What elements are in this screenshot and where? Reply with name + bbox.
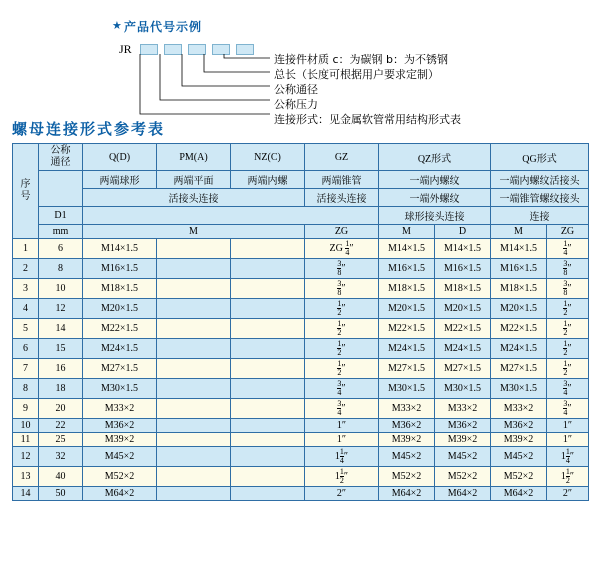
cell-pm xyxy=(157,239,231,259)
cell-gz: $\frac{3}{8}$ ″ xyxy=(305,259,379,279)
cell-dn: 22 xyxy=(39,419,83,433)
cell-q: M27×1.5 xyxy=(83,359,157,379)
cell-qg-zg: 1 $\frac{1}{2}$ ″ xyxy=(547,467,589,487)
cell-gz: 1″ xyxy=(305,419,379,433)
cell-dn: 16 xyxy=(39,359,83,379)
cell-dn: 14 xyxy=(39,319,83,339)
header-qz-d: D xyxy=(435,225,491,239)
table-body xyxy=(13,239,589,501)
table-row xyxy=(13,467,589,487)
cell-qg-zg: $\frac{3}{8}$ ″ xyxy=(547,259,589,279)
cell-dn: 20 xyxy=(39,399,83,419)
code-prefix: JR xyxy=(119,42,132,56)
cell-qg-m: M20×1.5 xyxy=(491,299,547,319)
cell-dn: 40 xyxy=(39,467,83,487)
cell-seq: 1 xyxy=(13,239,39,259)
legend-item-nominal-diameter: 公称通径 xyxy=(274,83,318,96)
table-row xyxy=(13,339,589,359)
cell-qg-m: M64×2 xyxy=(491,487,547,501)
cell-qz-m: M39×2 xyxy=(379,433,435,447)
table-title: 螺母连接形式参考表 xyxy=(12,120,166,138)
cell-qz-d: M64×2 xyxy=(435,487,491,501)
cell-qz-d: M22×1.5 xyxy=(435,319,491,339)
cell-gz: $\frac{1}{2}$ ″ xyxy=(305,299,379,319)
cell-qz-d: M52×2 xyxy=(435,467,491,487)
cell-dn: 50 xyxy=(39,487,83,501)
cell-qg-zg: $\frac{1}{2}$ ″ xyxy=(547,359,589,379)
header-q-desc: 两端球形 xyxy=(83,171,157,189)
header-qz-m: M xyxy=(379,225,435,239)
header-seq: 序 号 xyxy=(13,144,39,239)
cell-q: M14×1.5 xyxy=(83,239,157,259)
cell-pm xyxy=(157,487,231,501)
header-qz-desc: 一端内螺纹 xyxy=(379,171,491,189)
cell-pm xyxy=(157,259,231,279)
cell-qz-m: M16×1.5 xyxy=(379,259,435,279)
header-col-qz: QZ形式 xyxy=(379,144,491,171)
legend-item-length: 总长（长度可根据用户要求定制） xyxy=(274,68,439,81)
header-qg-connection: 一端锥管螺纹接头 xyxy=(491,189,589,207)
cell-gz: $\frac{3}{4}$ ″ xyxy=(305,379,379,399)
header-col-pm: PM(A) xyxy=(157,144,231,171)
cell-seq: 8 xyxy=(13,379,39,399)
cell-qg-m: M39×2 xyxy=(491,433,547,447)
table-row xyxy=(13,299,589,319)
code-diagram-title: 产品代号示例 xyxy=(124,20,203,34)
cell-gz: $\frac{1}{2}$ ″ xyxy=(305,359,379,379)
cell-qz-d: M27×1.5 xyxy=(435,359,491,379)
header-nz-desc: 两端内螺 xyxy=(231,171,305,189)
cell-qz-m: M64×2 xyxy=(379,487,435,501)
table-row xyxy=(13,259,589,279)
cell-nz xyxy=(231,239,305,259)
cell-nz xyxy=(231,259,305,279)
code-legend xyxy=(274,52,461,127)
header-qz-ball: 球形接头连接 xyxy=(379,207,491,225)
cell-seq: 13 xyxy=(13,467,39,487)
cell-seq: 5 xyxy=(13,319,39,339)
header-col-q: Q(D) xyxy=(83,144,157,171)
cell-q: M30×1.5 xyxy=(83,379,157,399)
cell-dn: 12 xyxy=(39,299,83,319)
cell-qz-d: M16×1.5 xyxy=(435,259,491,279)
cell-qz-m: M52×2 xyxy=(379,467,435,487)
table-row xyxy=(13,239,589,259)
header-col-nz: NZ(C) xyxy=(231,144,305,171)
table-row xyxy=(13,487,589,501)
cell-gz: $\frac{1}{2}$ ″ xyxy=(305,339,379,359)
cell-qg-zg: $\frac{1}{2}$ ″ xyxy=(547,319,589,339)
cell-qz-d: M45×2 xyxy=(435,447,491,467)
cell-qg-zg: $\frac{3}{4}$ ″ xyxy=(547,379,589,399)
cell-qg-m: M14×1.5 xyxy=(491,239,547,259)
cell-qg-m: M36×2 xyxy=(491,419,547,433)
cell-nz xyxy=(231,279,305,299)
cell-seq: 9 xyxy=(13,399,39,419)
cell-qg-zg: $\frac{3}{8}$ ″ xyxy=(547,279,589,299)
header-unit-m: M xyxy=(83,225,305,239)
header-col-gz: GZ xyxy=(305,144,379,171)
cell-q: M16×1.5 xyxy=(83,259,157,279)
cell-dn: 32 xyxy=(39,447,83,467)
header-d1: D1 xyxy=(39,207,83,225)
cell-gz: $\frac{3}{8}$ ″ xyxy=(305,279,379,299)
cell-q: M33×2 xyxy=(83,399,157,419)
cell-nz xyxy=(231,359,305,379)
cell-qg-zg: $\frac{1}{2}$ ″ xyxy=(547,339,589,359)
cell-qz-d: M33×2 xyxy=(435,399,491,419)
cell-nz xyxy=(231,419,305,433)
cell-nz xyxy=(231,467,305,487)
header-dn: 公称 通径 xyxy=(39,144,83,171)
cell-seq: 2 xyxy=(13,259,39,279)
cell-qg-zg: $\frac{1}{2}$ ″ xyxy=(547,299,589,319)
table-row xyxy=(13,433,589,447)
cell-q: M20×1.5 xyxy=(83,299,157,319)
cell-gz: 1″ xyxy=(305,433,379,447)
header-pm-desc: 两端平面 xyxy=(157,171,231,189)
table-row xyxy=(13,279,589,299)
cell-pm xyxy=(157,299,231,319)
cell-pm xyxy=(157,279,231,299)
cell-nz xyxy=(231,319,305,339)
header-blank-mid xyxy=(83,207,379,225)
star-icon: ★ xyxy=(112,19,122,32)
cell-seq: 3 xyxy=(13,279,39,299)
cell-q: M22×1.5 xyxy=(83,319,157,339)
cell-qz-m: M45×2 xyxy=(379,447,435,467)
cell-pm xyxy=(157,319,231,339)
cell-gz: 2″ xyxy=(305,487,379,501)
cell-dn: 8 xyxy=(39,259,83,279)
cell-pm xyxy=(157,359,231,379)
legend-item-nominal-pressure: 公称压力 xyxy=(274,98,318,111)
cell-qz-m: M30×1.5 xyxy=(379,379,435,399)
cell-pm xyxy=(157,379,231,399)
cell-q: M45×2 xyxy=(83,447,157,467)
cell-pm xyxy=(157,433,231,447)
cell-qz-m: M18×1.5 xyxy=(379,279,435,299)
table-row xyxy=(13,419,589,433)
cell-q: M24×1.5 xyxy=(83,339,157,359)
cell-pm xyxy=(157,399,231,419)
nut-connection-reference-table xyxy=(12,143,589,501)
cell-pm xyxy=(157,467,231,487)
cell-q: M18×1.5 xyxy=(83,279,157,299)
header-unit-mm: mm xyxy=(39,225,83,239)
cell-qg-m: M33×2 xyxy=(491,399,547,419)
cell-qz-m: M27×1.5 xyxy=(379,359,435,379)
header-unit-zg: ZG xyxy=(305,225,379,239)
cell-qg-m: M45×2 xyxy=(491,447,547,467)
cell-dn: 10 xyxy=(39,279,83,299)
header-col-qg: QG形式 xyxy=(491,144,589,171)
cell-gz: $\frac{3}{4}$ ″ xyxy=(305,399,379,419)
header-qg-m: M xyxy=(491,225,547,239)
cell-gz: 1 $\frac{1}{2}$ ″ xyxy=(305,467,379,487)
cell-qz-d: M14×1.5 xyxy=(435,239,491,259)
legend-item-material: 连接件材质 c：为碳钢 b：为不锈钢 xyxy=(274,53,449,66)
cell-qz-d: M30×1.5 xyxy=(435,379,491,399)
cell-pm xyxy=(157,419,231,433)
table-row xyxy=(13,447,589,467)
cell-nz xyxy=(231,339,305,359)
cell-q: M39×2 xyxy=(83,433,157,447)
cell-qg-m: M24×1.5 xyxy=(491,339,547,359)
cell-qz-d: M24×1.5 xyxy=(435,339,491,359)
table-row xyxy=(13,399,589,419)
table-row xyxy=(13,379,589,399)
cell-qz-d: M20×1.5 xyxy=(435,299,491,319)
cell-q: M52×2 xyxy=(83,467,157,487)
cell-qg-zg: $\frac{1}{4}$ ″ xyxy=(547,239,589,259)
cell-nz xyxy=(231,433,305,447)
cell-qg-m: M18×1.5 xyxy=(491,279,547,299)
cell-nz xyxy=(231,299,305,319)
cell-qz-m: M33×2 xyxy=(379,399,435,419)
cell-gz: 1 $\frac{1}{4}$ ″ xyxy=(305,447,379,467)
cell-seq: 7 xyxy=(13,359,39,379)
cell-seq: 10 xyxy=(13,419,39,433)
cell-qz-m: M36×2 xyxy=(379,419,435,433)
cell-qz-d: M36×2 xyxy=(435,419,491,433)
cell-qz-m: M14×1.5 xyxy=(379,239,435,259)
cell-seq: 11 xyxy=(13,433,39,447)
header-qg-join: 连接 xyxy=(491,207,589,225)
cell-qz-m: M20×1.5 xyxy=(379,299,435,319)
header-qz-connection: 一端外螺纹 xyxy=(379,189,491,207)
header-gz-connection: 活接头连接 xyxy=(305,189,379,207)
cell-qg-m: M27×1.5 xyxy=(491,359,547,379)
header-qg-desc: 一端内螺纹活接头 xyxy=(491,171,589,189)
cell-nz xyxy=(231,399,305,419)
cell-nz xyxy=(231,379,305,399)
table-row xyxy=(13,359,589,379)
cell-qz-m: M24×1.5 xyxy=(379,339,435,359)
cell-dn: 15 xyxy=(39,339,83,359)
header-dn-blank xyxy=(39,171,83,207)
table-row xyxy=(13,319,589,339)
cell-qg-m: M52×2 xyxy=(491,467,547,487)
cell-qg-m: M30×1.5 xyxy=(491,379,547,399)
cell-qg-zg: 1″ xyxy=(547,433,589,447)
cell-q: M64×2 xyxy=(83,487,157,501)
product-code-diagram xyxy=(0,0,600,126)
cell-pm xyxy=(157,447,231,467)
cell-qg-zg: $\frac{3}{4}$ ″ xyxy=(547,399,589,419)
header-gz-desc: 两端锥管 xyxy=(305,171,379,189)
cell-q: M36×2 xyxy=(83,419,157,433)
cell-seq: 4 xyxy=(13,299,39,319)
cell-seq: 12 xyxy=(13,447,39,467)
cell-qz-d: M39×2 xyxy=(435,433,491,447)
cell-qz-m: M22×1.5 xyxy=(379,319,435,339)
cell-qg-zg: 1″ xyxy=(547,419,589,433)
header-left-connection: 活接头连接 xyxy=(83,189,305,207)
cell-qz-d: M18×1.5 xyxy=(435,279,491,299)
cell-gz: $\frac{1}{2}$ ″ xyxy=(305,319,379,339)
cell-dn: 18 xyxy=(39,379,83,399)
cell-qg-zg: 2″ xyxy=(547,487,589,501)
cell-nz xyxy=(231,447,305,467)
cell-pm xyxy=(157,339,231,359)
cell-seq: 6 xyxy=(13,339,39,359)
cell-qg-zg: 1 $\frac{1}{4}$ ″ xyxy=(547,447,589,467)
header-qg-zg: ZG xyxy=(547,225,589,239)
legend-item-connection-type: 连接形式：见金属软管常用结构形式表 xyxy=(274,113,461,126)
cell-dn: 6 xyxy=(39,239,83,259)
cell-dn: 25 xyxy=(39,433,83,447)
cell-seq: 14 xyxy=(13,487,39,501)
cell-nz xyxy=(231,487,305,501)
cell-qg-m: M16×1.5 xyxy=(491,259,547,279)
cell-qg-m: M22×1.5 xyxy=(491,319,547,339)
cell-gz: ZG $\frac{1}{4}$ ″ xyxy=(305,239,379,259)
